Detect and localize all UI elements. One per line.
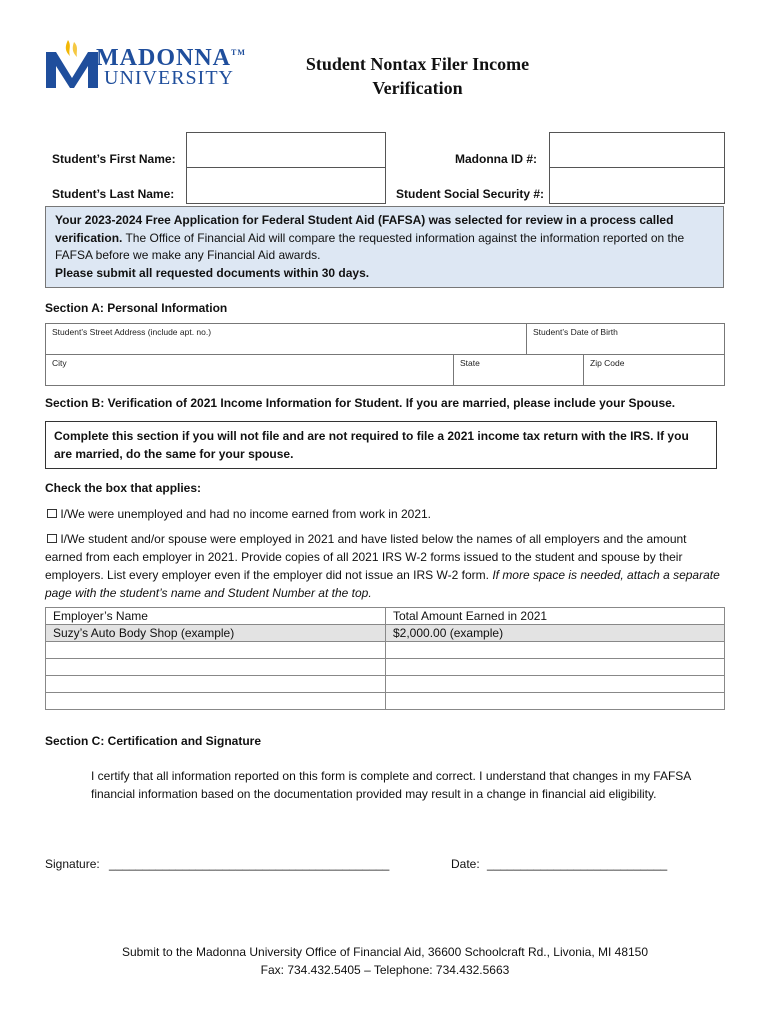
zip-code-label: Zip Code [590, 358, 625, 368]
date-of-birth-label: Student’s Date of Birth [533, 327, 618, 337]
table-header-row [46, 608, 725, 625]
last-name-label: Student’s Last Name: [52, 187, 175, 201]
page-title: Student Nontax Filer Income Verification [305, 54, 530, 98]
city-label: City [52, 358, 67, 368]
table-row [46, 693, 725, 710]
employer-name-cell[interactable] [46, 693, 386, 710]
unemployed-checkbox[interactable] [47, 509, 57, 518]
city-field[interactable] [45, 354, 454, 386]
state-label: State [460, 358, 480, 368]
amount-cell[interactable] [386, 693, 725, 710]
check-box-heading: Check the box that applies: [45, 481, 202, 495]
employer-name-cell[interactable] [46, 642, 386, 659]
example-amount: $2,000.00 (example) [386, 625, 725, 642]
date-row [451, 855, 667, 873]
employed-checkbox[interactable] [47, 534, 57, 543]
footer-contact: Fax: 734.432.5405 – Telephone: 734.432.5663 [260, 963, 510, 977]
madonna-id-label: Madonna ID #: [455, 152, 538, 166]
notice-lead: Your 2023-2024 Free Application for Federal Student Aid (FAFSA) was selected for review in a process called verification. [55, 213, 674, 245]
notice-text: The Office of Financial Aid will compare the requested information against the information reported on the FAFSA before we make any Financial Aid awards. [55, 230, 685, 262]
signature-line[interactable]: __________________________________________ [109, 857, 390, 871]
street-address-label: Student’s Street Address (include apt. no.) [52, 327, 212, 337]
date-line[interactable]: ___________________________ [487, 857, 668, 871]
date-label: Date: [451, 857, 480, 871]
zip-code-field[interactable] [583, 354, 725, 386]
university-logo-mark [44, 38, 104, 90]
ssn-field[interactable] [549, 167, 725, 204]
table-row [46, 676, 725, 693]
madonna-id-field[interactable] [549, 132, 725, 168]
date-of-birth-field[interactable] [526, 323, 725, 355]
state-field[interactable] [453, 354, 584, 386]
signature-row [45, 855, 389, 873]
table-row [46, 642, 725, 659]
table-row-example [46, 625, 725, 642]
amount-earned-header: Total Amount Earned in 2021 [386, 608, 725, 625]
employer-name-header: Employer’s Name [46, 608, 386, 625]
option-employed [45, 530, 725, 602]
notice-submit: Please submit all requested documents within 30 days. [55, 265, 370, 280]
employer-table [45, 607, 725, 710]
employer-name-cell[interactable] [46, 659, 386, 676]
first-name-label: Student’s First Name: [52, 152, 176, 166]
employer-name-cell[interactable] [46, 676, 386, 693]
example-employer: Suzy’s Auto Body Shop (example) [46, 625, 386, 642]
option-employed-note: If more space is needed, attach a separate page with the student’s name and Student Number at the top. [45, 568, 720, 600]
option-employed-text: I/We student and/or spouse were employed in 2021 and have listed below the names of all employers and the amount earned from each employer in 2021. Provide copies of all 2021 IRS W-2 forms issued to the student and spouse by their employers. List every employer even if the employer did not issue an IRS W-2 form. [45, 532, 687, 582]
option-unemployed [47, 505, 431, 523]
ssn-label: Student Social Security #: [396, 187, 545, 201]
section-c-heading: Section C: Certification and Signature [45, 734, 262, 748]
amount-cell[interactable] [386, 642, 725, 659]
option-unemployed-text: I/We were unemployed and had no income earned from work in 2021. [60, 507, 432, 521]
section-b-heading: Section B: Verification of 2021 Income Information for Student. If you are married, please include your Spouse. [45, 396, 676, 410]
logo-wordmark-top: MADONNA™ [96, 45, 246, 71]
logo-wordmark-bottom: UNIVERSITY [104, 67, 234, 89]
signature-label: Signature: [45, 857, 100, 871]
last-name-field[interactable] [186, 167, 386, 204]
amount-cell[interactable] [386, 659, 725, 676]
street-address-field[interactable] [45, 323, 527, 355]
amount-cell[interactable] [386, 676, 725, 693]
first-name-field[interactable] [186, 132, 386, 168]
section-a-heading: Section A: Personal Information [45, 301, 228, 315]
table-row [46, 659, 725, 676]
footer-address: Submit to the Madonna University Office of Financial Aid, 36600 Schoolcraft Rd., Livonia, MI 48150 [121, 945, 649, 959]
section-b-instruction: Complete this section if you will not file and are not required to file a 2021 income tax return with the IRS. If you are married, do the same for your spouse. [45, 421, 717, 469]
verification-notice [45, 206, 724, 288]
certification-statement: I certify that all information reported on this form is complete and correct. I understand that changes in my FAFSA financial information based on the documentation provided may result in a change in financial aid eligibility. [91, 769, 691, 801]
